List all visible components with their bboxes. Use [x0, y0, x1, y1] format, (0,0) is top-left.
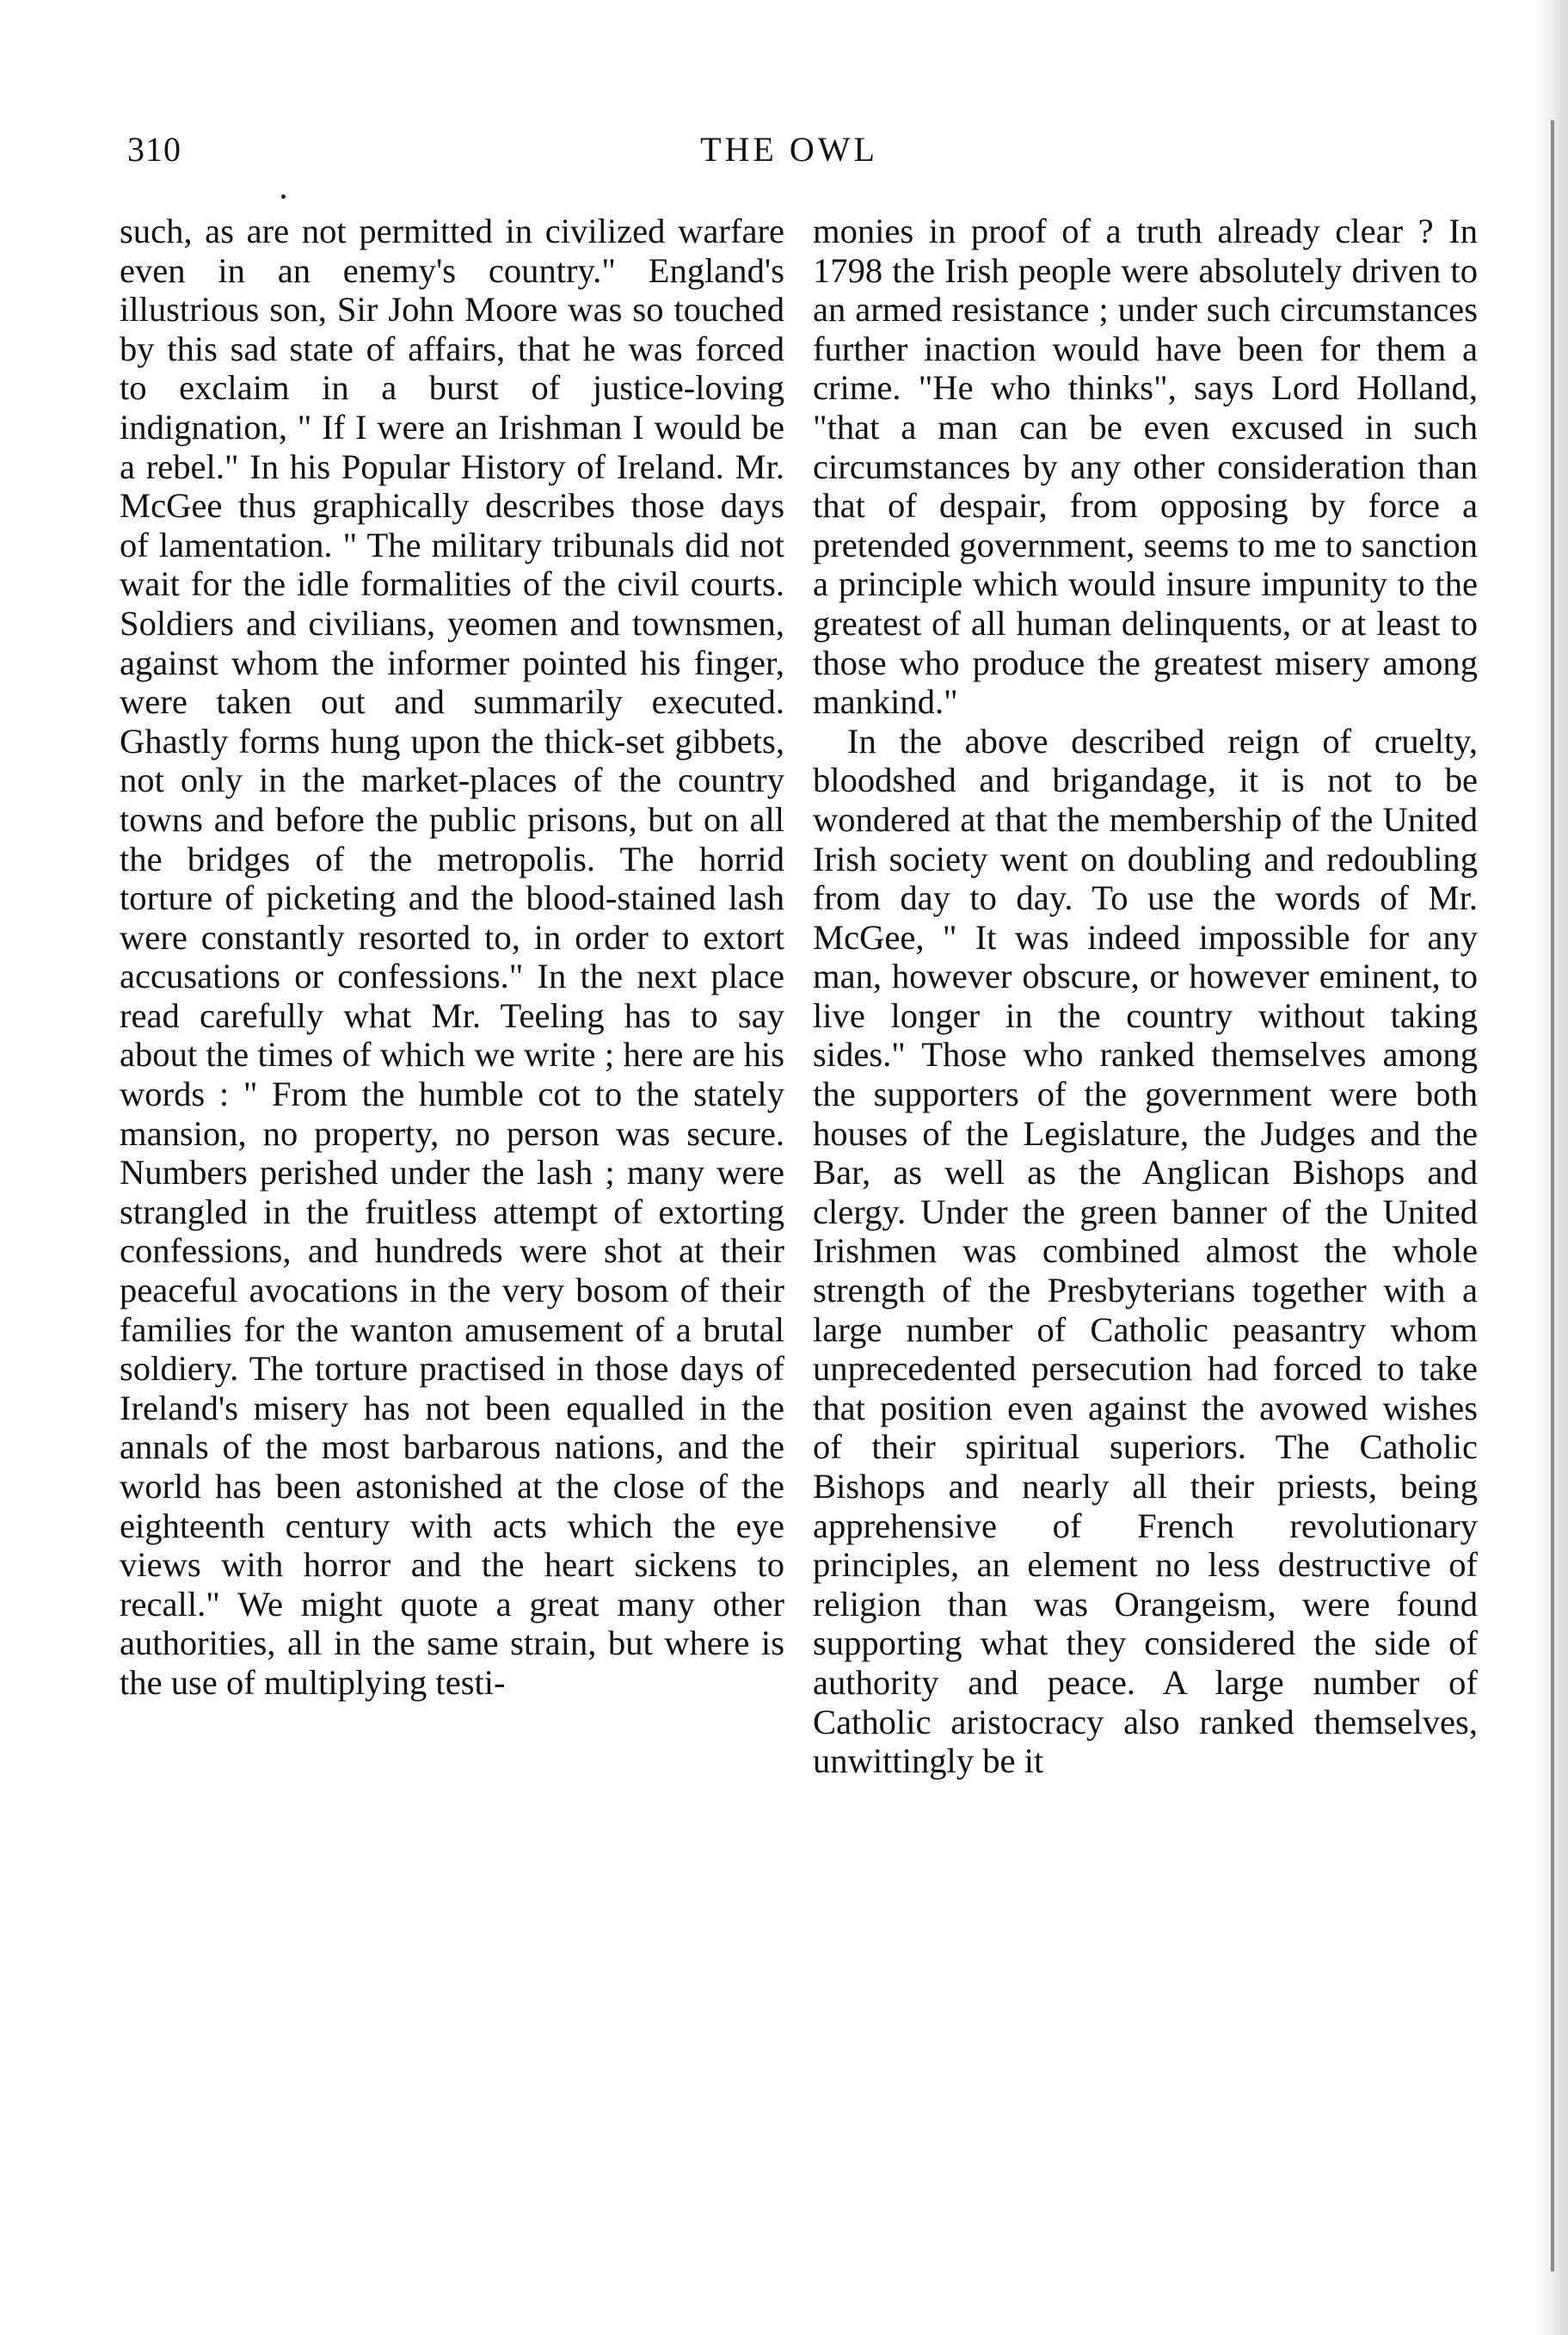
right-column-paragraph: In the above described reign of cruelty, bloodshed and brigandage, it is not to be wondered at that the membership of the United Irish society went on doubling and redoubling from day to day. To use the words of Mr. McGee, " It was indeed impossible for any man, however obscure, or however eminent, to live longer in the country without taking sides." Those who ranked themselves among the supporters of the government were both houses of the Legislature, the Judges and the Bar, as well as the Anglican Bishops and clergy. Under the green banner of the United Irishmen was combined almost the whole strength of the Presbyterians together with a large number of Catholic peasantry whom unprecedented persecution had forced to take that position even against the avowed wishes of their spiritual superiors. The Catholic Bishops and nearly all their priests, being apprehensive of French revolutionary principles, an element no less destructive of religion than was Orangeism, were found supporting what they considered the side of authority and peace. A large number of Catholic aristocracy also ranked themselves, unwittingly be it	[813, 721, 1478, 1781]
left-column-paragraph: such, as are not permitted in civilized warfare even in an enemy's country." England's illustrious son, Sir John Moore was so touched by this sad state of affairs, that he was forced to exclaim in a burst of justice-loving indignation, " If I were an Irishman I would be a rebel." In his Popular History of Ireland. Mr. McGee thus graphically describes those days of lamentation. " The military tribunals did not wait for the idle formalities of the civil courts. Soldiers and civilians, yeomen and townsmen, against whom the informer pointed his finger, were taken out and summarily executed. Ghastly forms hung upon the thick-set gibbets, not only in the market-places of the country towns and before the public prisons, but on all the bridges of the metropolis. The horrid torture of picketing and the blood-stained lash were constantly resorted to, in order to extort accusations or confessions." In the next place read carefully what Mr. Teeling has to say about the times of which we write ; here are his words : " From the humble cot to the stately mansion, no property, no person was secure. Numbers perished under the lash ; many were strangled in the fruitless attempt of extorting confessions, and hundreds were shot at their peaceful avocations in the very bosom of their families for the wanton amusement of a brutal soldiery. The torture practised in those days of Ireland's misery has not been equalled in the annals of the most barbarous nations, and the world has been astonished at the close of the eighteenth century with acts which the eye views with horror and the heart sickens to recall." We might quote a great many other authorities, all in the same strain, but where is the use of multiplying testi-	[120, 212, 784, 1702]
running-title: THE OWL	[700, 130, 878, 169]
ink-speck	[281, 194, 286, 199]
left-column	[120, 212, 784, 1703]
page-number: 310	[127, 130, 181, 169]
scan-binding-edge	[1535, 0, 1568, 2335]
right-column-paragraph: monies in proof of a truth already clear ? In 1798 the Irish people were absolutely driven to an armed resistance ; under such circumstances further inaction would have been for them a crime. "He who thinks", says Lord Holland, "that a man can be even excused in such circumstances by any other consideration than that of despair, from opposing by force a pretended government, seems to me to sanction a principle which would insure impunity to the greatest of all human delinquents, or at least to those who produce the greatest misery among mankind."	[813, 212, 1478, 722]
scan-edge-line	[1551, 120, 1554, 2271]
right-column	[813, 212, 1478, 1781]
running-head	[120, 129, 1458, 181]
